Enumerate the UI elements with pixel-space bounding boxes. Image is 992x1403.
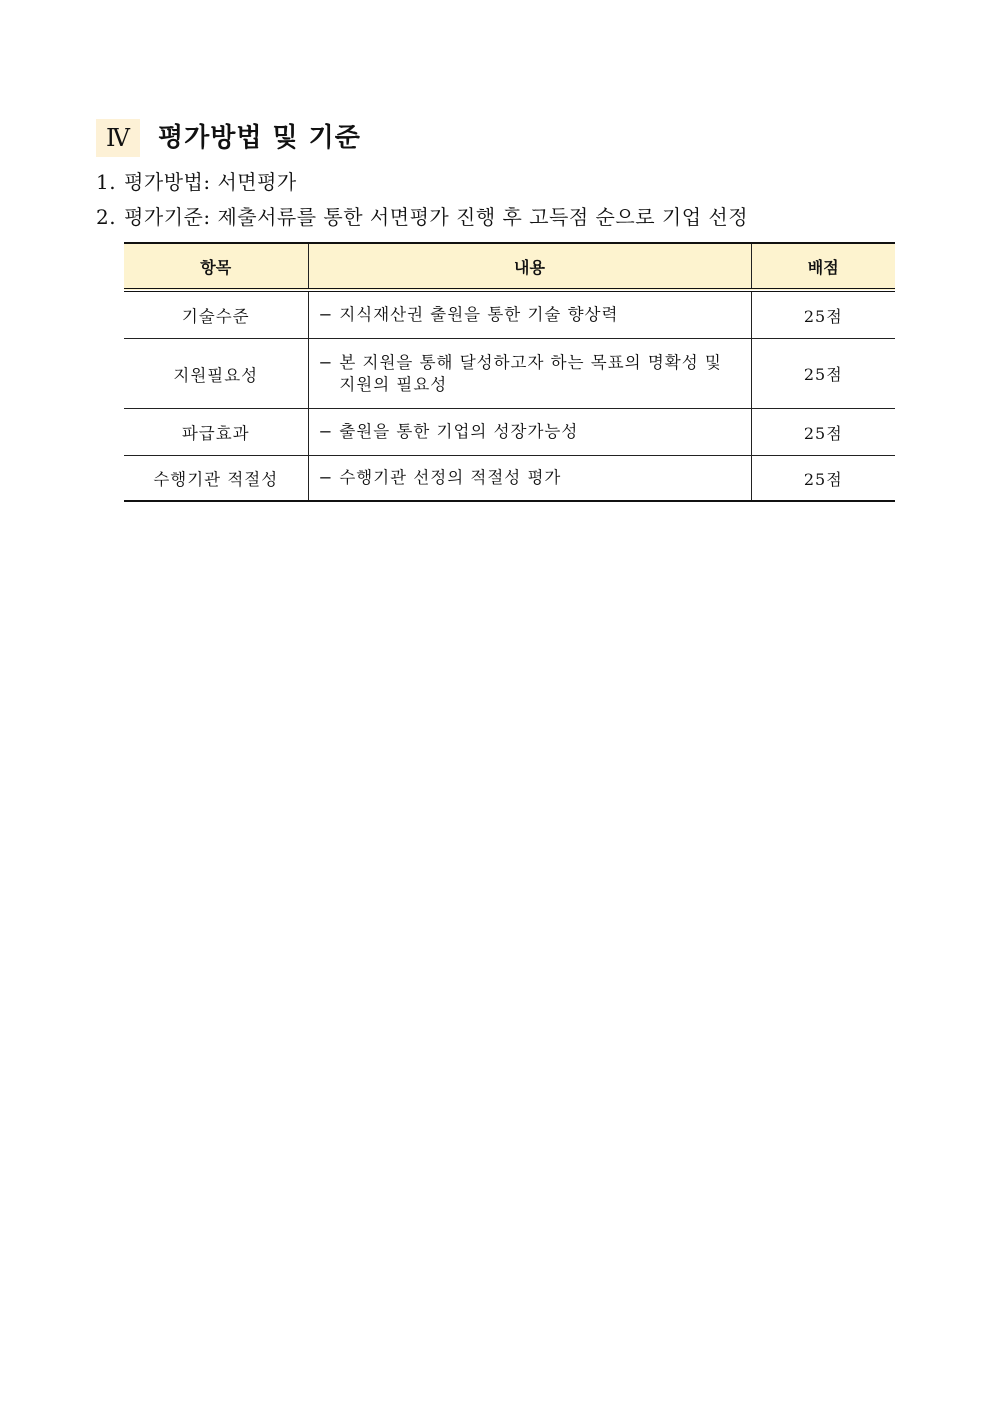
cell-content-text: 수행기관 선정의 적절성 평가 (339, 468, 562, 487)
cell-score: 25점 (751, 290, 895, 339)
header-content: 내용 (308, 243, 751, 290)
evaluation-criteria-table (124, 242, 895, 502)
header-item: 항목 (124, 243, 308, 290)
cell-content-text: 본 지원을 통해 달성하고자 하는 목표의 명확성 및 지원의 필요성 (339, 352, 722, 394)
cell-content (308, 456, 751, 502)
table-row (124, 456, 895, 502)
cell-score: 25점 (751, 409, 895, 456)
cell-item: 기술수준 (124, 290, 308, 339)
dash-bullet: − (318, 422, 334, 441)
cell-item: 파급효과 (124, 409, 308, 456)
dash-bullet: − (318, 468, 334, 487)
table-row (124, 290, 895, 339)
list-item (96, 168, 297, 196)
list-item (96, 203, 748, 231)
cell-item: 지원필요성 (124, 339, 308, 409)
cell-item: 수행기관 적절성 (124, 456, 308, 502)
cell-score: 25점 (751, 339, 895, 409)
table-header-row (124, 243, 895, 290)
cell-content-text: 출원을 통한 기업의 성장가능성 (339, 422, 579, 441)
cell-content (308, 290, 751, 339)
list-item-number: 2. (96, 205, 117, 229)
section-number-badge: Ⅳ (96, 119, 140, 157)
list-item-text: 평가기준: 제출서류를 통한 서면평가 진행 후 고득점 순으로 기업 선정 (124, 205, 749, 229)
cell-content (308, 409, 751, 456)
header-score: 배점 (751, 243, 895, 290)
dash-bullet: − (318, 305, 334, 324)
section-title: 평가방법 및 기준 (157, 123, 361, 153)
cell-score: 25점 (751, 456, 895, 502)
table-row (124, 339, 895, 409)
list-item-number: 1. (96, 170, 117, 194)
section-heading (96, 118, 361, 158)
cell-content (308, 339, 751, 409)
table-row (124, 409, 895, 456)
list-item-text: 평가방법: 서면평가 (124, 170, 297, 194)
dash-bullet: − (318, 352, 334, 372)
cell-content-text: 지식재산권 출원을 통한 기술 향상력 (339, 305, 619, 324)
